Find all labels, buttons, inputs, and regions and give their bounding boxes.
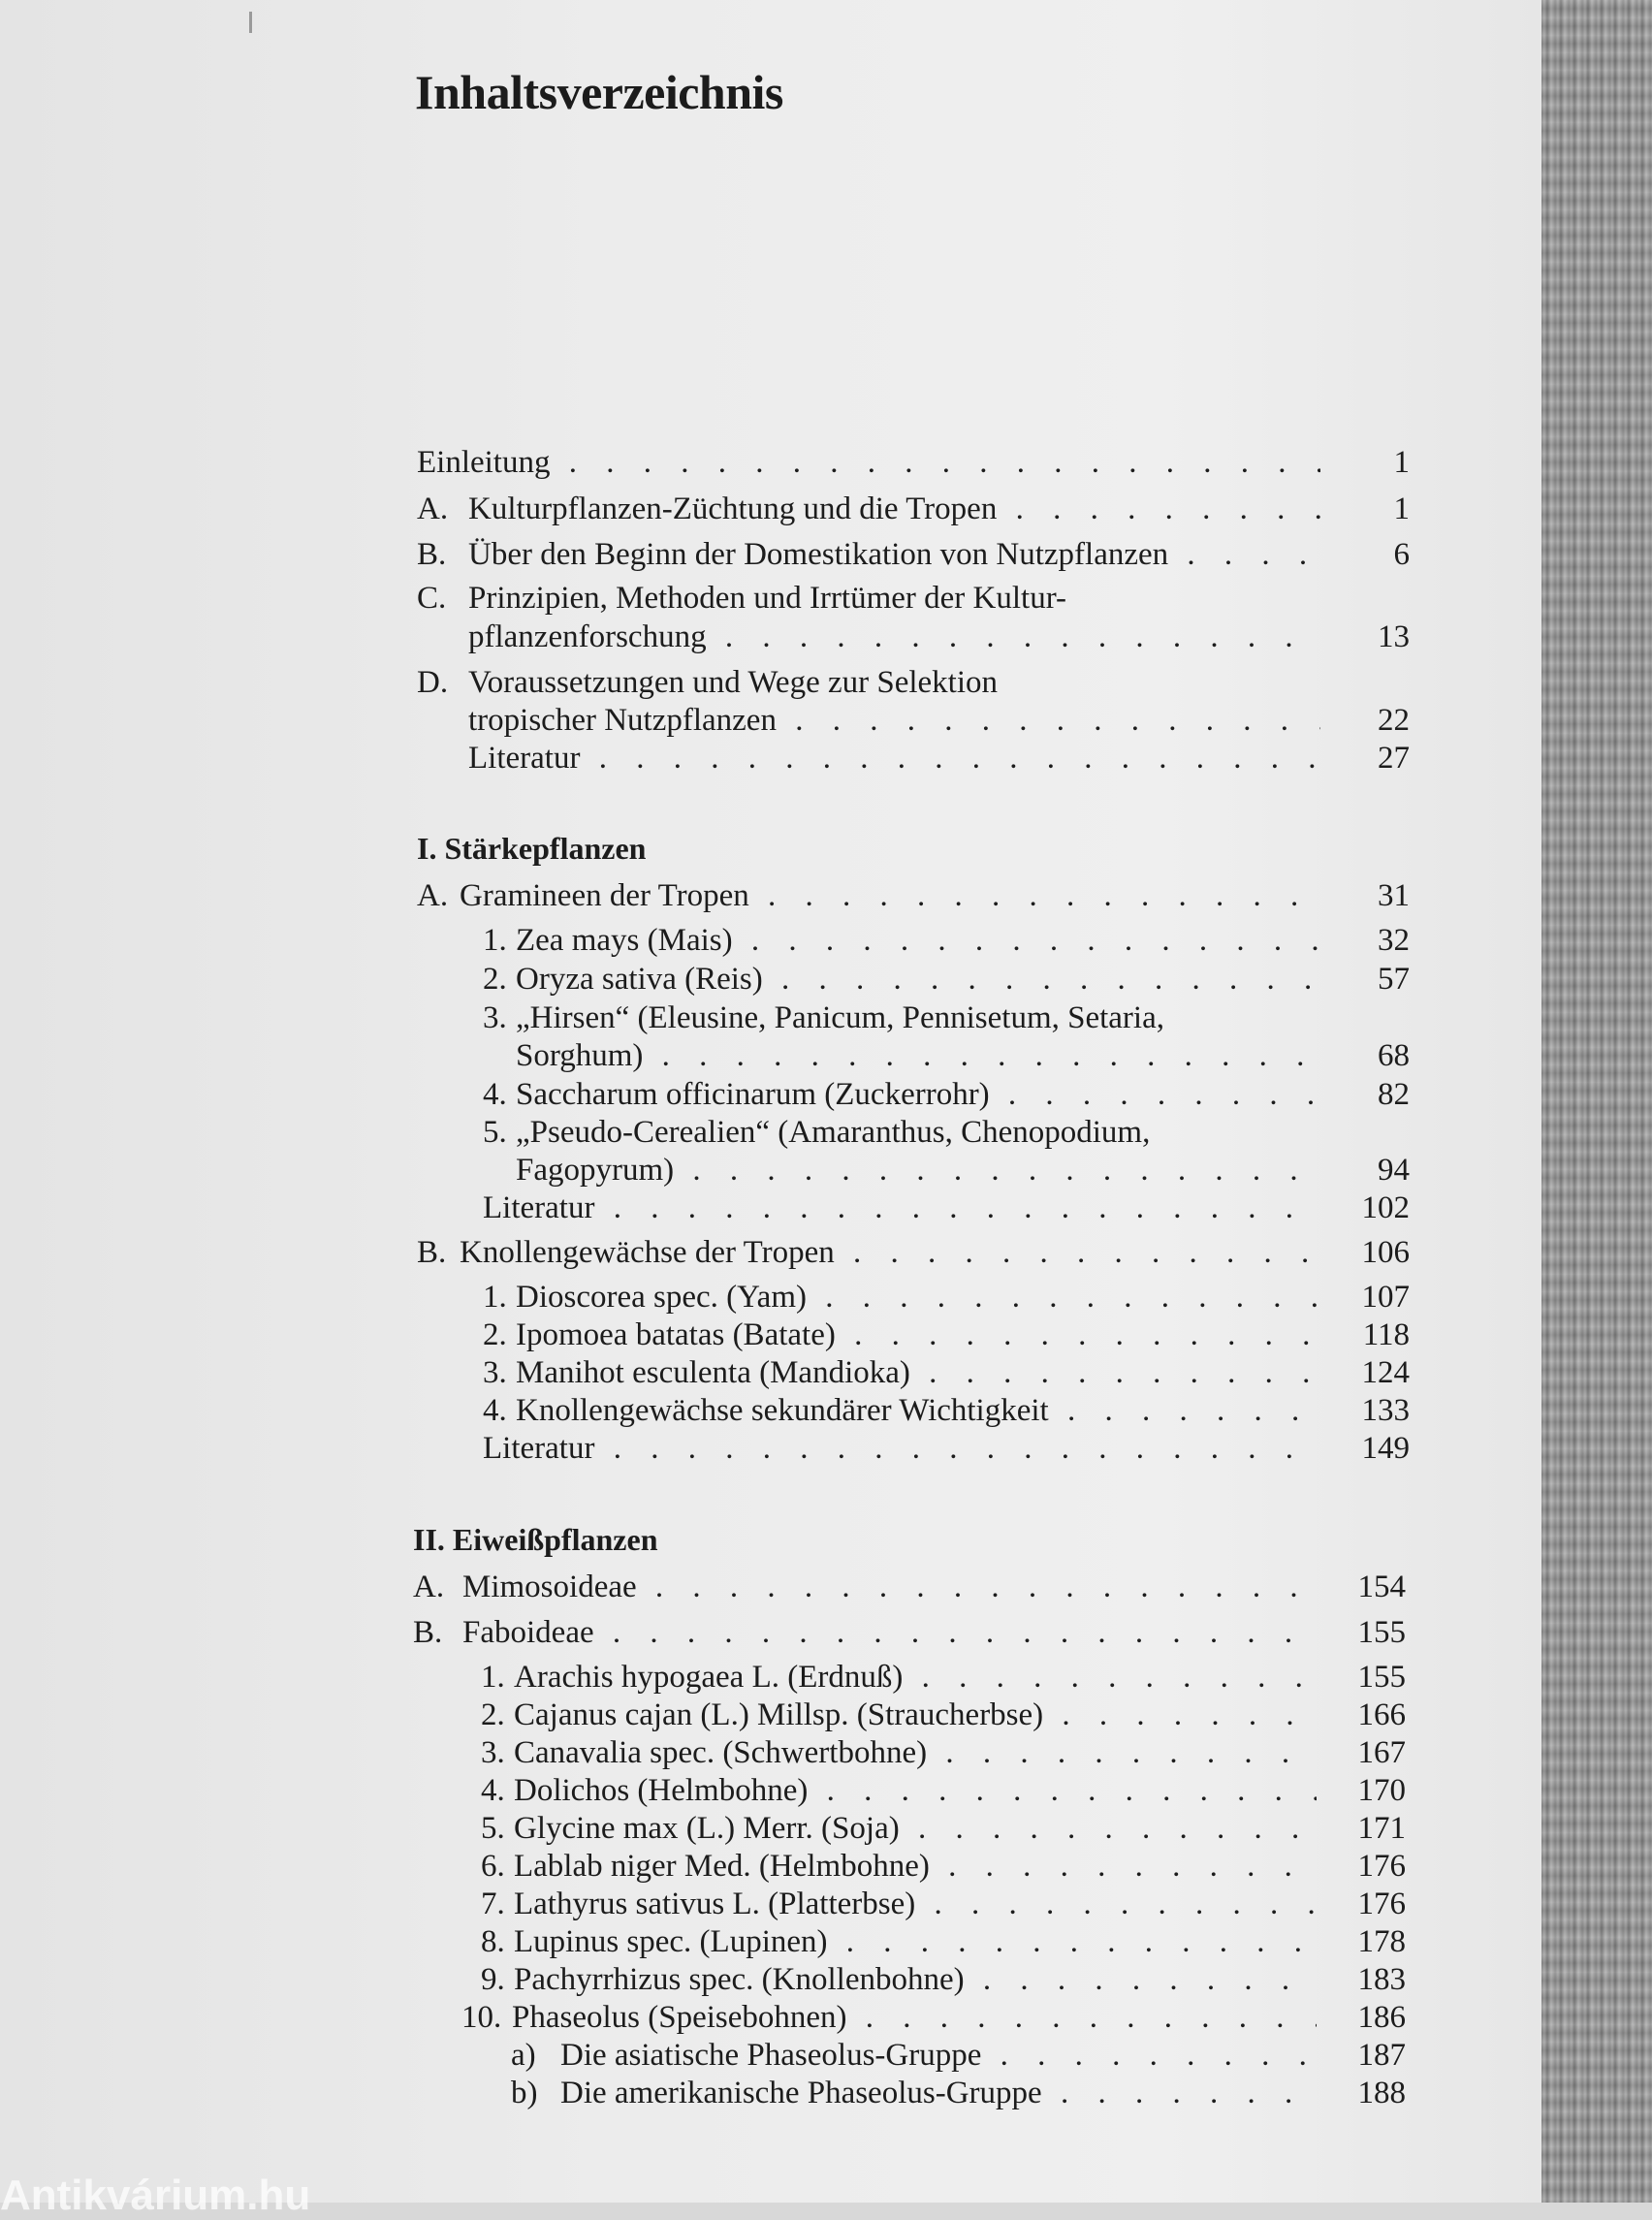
toc-entry-label: Die amerikanische Phaseolus-Gruppe . . . [560, 2074, 1317, 2112]
toc-entry-label: Literatur . . . [468, 739, 1320, 777]
toc-entry-number: 1. [483, 1280, 507, 1315]
toc-entry-number: A. [413, 1570, 445, 1604]
toc-entry-label: Oryza sativa (Reis) . . . [516, 960, 1320, 999]
toc-entry-s1-a4 [417, 1075, 1410, 1114]
toc-entry-intro-d [417, 663, 1410, 702]
toc-entry-label: Knollengewächse sekundärer Wichtigkeit . . . [516, 1391, 1320, 1430]
toc-entry-number: 2. [483, 962, 507, 997]
toc-entry-label: Mimosoideae . . . [462, 1568, 1317, 1606]
toc-entry-number: 3. [481, 1735, 505, 1770]
toc-entry-einleitung [417, 443, 1410, 482]
toc-entry-s2-b7 [413, 1885, 1406, 1923]
toc-entry-number: D. [417, 665, 449, 700]
toc-entry-number: b) [511, 2076, 538, 2110]
toc-entry-number: 7. [481, 1887, 505, 1921]
toc-entry-label: Lablab niger Med. (Helmbohne) . . . [514, 1847, 1317, 1886]
toc-page-number: 68 [1378, 1038, 1410, 1073]
toc-entry-s2-b3 [413, 1733, 1406, 1772]
toc-entry-label: Canavalia spec. (Schwertbohne) . . . [514, 1733, 1317, 1772]
toc-entry-number: 5. [483, 1115, 507, 1150]
toc-entry-number: 4. [483, 1393, 507, 1428]
section-heading-staerkepflanzen: I. Stärkepflanzen [417, 831, 647, 866]
toc-entry-s2-b10b [413, 2074, 1406, 2112]
toc-entry-number: B. [417, 537, 447, 572]
toc-page-number: 32 [1378, 923, 1410, 958]
toc-page-number: 187 [1357, 2038, 1406, 2073]
toc-entry-s2-b2 [413, 1696, 1406, 1734]
toc-page-number: 154 [1357, 1570, 1406, 1604]
toc-entry-number: 2. [481, 1697, 505, 1732]
toc-entry-s2-b6 [413, 1847, 1406, 1886]
watermark: Antikvárium.hu [0, 2172, 311, 2219]
toc-entry-number: 1. [481, 1660, 505, 1695]
toc-entry-label: Knollengewächse der Tropen . . . [460, 1233, 1320, 1272]
toc-entry-intro-a [417, 490, 1410, 528]
toc-entry-s1-a5 [417, 1113, 1410, 1152]
toc-entry-number: 3. [483, 1000, 507, 1035]
toc-entry-label: Die asiatische Phaseolus-Gruppe . . . [560, 2036, 1317, 2075]
toc-entry-s1-b-literatur [417, 1429, 1410, 1468]
toc-entry-number: 10. [461, 2000, 502, 2035]
toc-entry-number: B. [413, 1615, 443, 1650]
toc-entry-number: a) [511, 2038, 536, 2073]
toc-entry-s2-b9 [413, 1960, 1406, 1999]
toc-entry-label: pflanzenforschung . . . [468, 618, 1320, 656]
toc-page-number: 171 [1357, 1811, 1406, 1846]
toc-page-number: 133 [1361, 1393, 1410, 1428]
toc-entry-number: 8. [481, 1924, 505, 1959]
toc-entry-number: 2. [483, 1317, 507, 1352]
toc-entry-number: 3. [483, 1355, 507, 1390]
toc-entry-label: Über den Beginn der Domestikation von Nutzpflanzen . . . [468, 535, 1320, 574]
toc-entry-s1-a1 [417, 921, 1410, 960]
toc-entry-s2-b [413, 1613, 1406, 1652]
toc-page-number: 13 [1378, 619, 1410, 654]
toc-entry-label: Gramineen der Tropen . . . [460, 876, 1320, 915]
toc-entry-intro-c [417, 579, 1410, 618]
toc-page-number: 107 [1361, 1280, 1410, 1315]
toc-entry-s2-b8 [413, 1922, 1406, 1961]
toc-entry-s1-a-literatur [417, 1189, 1410, 1227]
toc-page-number: 82 [1378, 1077, 1410, 1112]
toc-entry-number: 6. [481, 1849, 505, 1884]
toc-page-number: 124 [1361, 1355, 1410, 1390]
toc-entry-number: C. [417, 581, 447, 616]
toc-page-number: 186 [1357, 2000, 1406, 2035]
toc-entry-label: Sorghum) . . . [516, 1036, 1320, 1075]
toc-entry-label: Lupinus spec. (Lupinen) . . . [514, 1922, 1317, 1961]
toc-page-number: 176 [1357, 1849, 1406, 1884]
toc-entry-label: Pachyrrhizus spec. (Knollenbohne) . . . [514, 1960, 1317, 1999]
toc-entry-s1-b4 [417, 1391, 1410, 1430]
toc-entry-s2-b1 [413, 1658, 1406, 1697]
toc-page-number: 166 [1357, 1697, 1406, 1732]
toc-entry-first-line: Prinzipien, Methoden und Irrtümer der Kultur- [468, 581, 1067, 616]
toc-page-number: 22 [1378, 703, 1410, 738]
toc-page-number: 1 [1393, 492, 1410, 526]
toc-page-number: 31 [1378, 878, 1410, 913]
toc-entry-label: Einleitung . . . [417, 443, 1320, 482]
toc-entry-s1-a3-cont [417, 1036, 1410, 1075]
toc-page-number: 149 [1361, 1431, 1410, 1466]
toc-page-number: 118 [1362, 1317, 1410, 1352]
toc-entry-s2-b4 [413, 1771, 1406, 1810]
toc-entry-first-line: „Pseudo-Cerealien“ (Amaranthus, Chenopodium, [516, 1115, 1151, 1150]
toc-entry-number: 5. [481, 1811, 505, 1846]
toc-entry-s2-a [413, 1568, 1406, 1606]
toc-entry-s1-b1 [417, 1278, 1410, 1316]
toc-entry-s2-b10 [413, 1998, 1406, 2037]
toc-entry-s1-a5-cont [417, 1151, 1410, 1189]
scan-mark [249, 12, 252, 33]
toc-entry-label: Saccharum officinarum (Zuckerrohr) . . . [516, 1075, 1320, 1114]
toc-entry-label: Manihot esculenta (Mandioka) . . . [516, 1353, 1320, 1392]
toc-page-number: 178 [1357, 1924, 1406, 1959]
toc-page-number: 167 [1357, 1735, 1406, 1770]
page-title: Inhaltsverzeichnis [415, 65, 783, 119]
toc-entry-label: Cajanus cajan (L.) Millsp. (Straucherbse) . . . [514, 1696, 1317, 1734]
toc-entry-label: Dolichos (Helmbohne) . . . [514, 1771, 1317, 1810]
book-binding-edge [1541, 0, 1652, 2203]
toc-entry-label: Literatur . . . [483, 1429, 1320, 1468]
toc-page-number: 1 [1393, 445, 1410, 480]
toc-entry-s2-b5 [413, 1809, 1406, 1848]
toc-page-number: 57 [1378, 962, 1410, 997]
toc-entry-label: Kulturpflanzen-Züchtung und die Tropen . . . [468, 490, 1320, 528]
toc-entry-label: Fagopyrum) . . . [516, 1151, 1320, 1189]
toc-page-number: 27 [1378, 741, 1410, 776]
toc-entry-s1-a [417, 876, 1410, 915]
toc-page-number: 102 [1361, 1190, 1410, 1225]
toc-page-number: 155 [1357, 1660, 1406, 1695]
toc-entry-number: A. [417, 492, 449, 526]
toc-entry-intro-literatur [417, 739, 1410, 777]
toc-page-number: 106 [1361, 1235, 1410, 1270]
toc-page-number: 188 [1357, 2076, 1406, 2110]
toc-entry-label: Dioscorea spec. (Yam) . . . [516, 1278, 1320, 1316]
toc-entry-number: B. [417, 1235, 447, 1270]
toc-entry-s1-b3 [417, 1353, 1410, 1392]
toc-entry-label: Literatur . . . [483, 1189, 1320, 1227]
toc-page-number: 176 [1357, 1887, 1406, 1921]
toc-entry-label: Zea mays (Mais) . . . [516, 921, 1320, 960]
toc-entry-label: tropischer Nutzpflanzen . . . [468, 701, 1320, 740]
toc-entry-s1-a3 [417, 999, 1410, 1037]
toc-entry-number: A. [417, 878, 449, 913]
toc-entry-first-line: „Hirsen“ (Eleusine, Panicum, Pennisetum, Setaria, [516, 1000, 1164, 1035]
toc-page-number: 170 [1357, 1773, 1406, 1808]
toc-entry-number: 4. [483, 1077, 507, 1112]
toc-entry-s1-b [417, 1233, 1410, 1272]
toc-entry-label: Ipomoea batatas (Batate) . . . [516, 1316, 1320, 1354]
toc-entry-number: 4. [481, 1773, 505, 1808]
toc-entry-label: Phaseolus (Speisebohnen) . . . [512, 1998, 1317, 2037]
toc-entry-label: Arachis hypogaea L. (Erdnuß) . . . [514, 1658, 1317, 1697]
toc-entry-intro-c-cont [417, 618, 1410, 656]
toc-entry-s1-a2 [417, 960, 1410, 999]
toc-page-number: 94 [1378, 1153, 1410, 1188]
toc-entry-label: Lathyrus sativus L. (Platterbse) . . . [514, 1885, 1317, 1923]
toc-page-number: 6 [1393, 537, 1410, 572]
toc-entry-intro-b [417, 535, 1410, 574]
toc-page-number: 155 [1357, 1615, 1406, 1650]
toc-entry-first-line: Voraussetzungen und Wege zur Selektion [468, 665, 998, 700]
toc-entry-s1-b2 [417, 1316, 1410, 1354]
toc-entry-intro-d-cont [417, 701, 1410, 740]
toc-page-number: 183 [1357, 1962, 1406, 1997]
toc-entry-s2-b10a [413, 2036, 1406, 2075]
toc-entry-number: 9. [481, 1962, 505, 1997]
toc-entry-label: Faboideae . . . [462, 1613, 1317, 1652]
section-heading-eiweisspflanzen: II. Eiweißpflanzen [413, 1522, 658, 1557]
toc-entry-label: Glycine max (L.) Merr. (Soja) . . . [514, 1809, 1317, 1848]
toc-entry-number: 1. [483, 923, 507, 958]
